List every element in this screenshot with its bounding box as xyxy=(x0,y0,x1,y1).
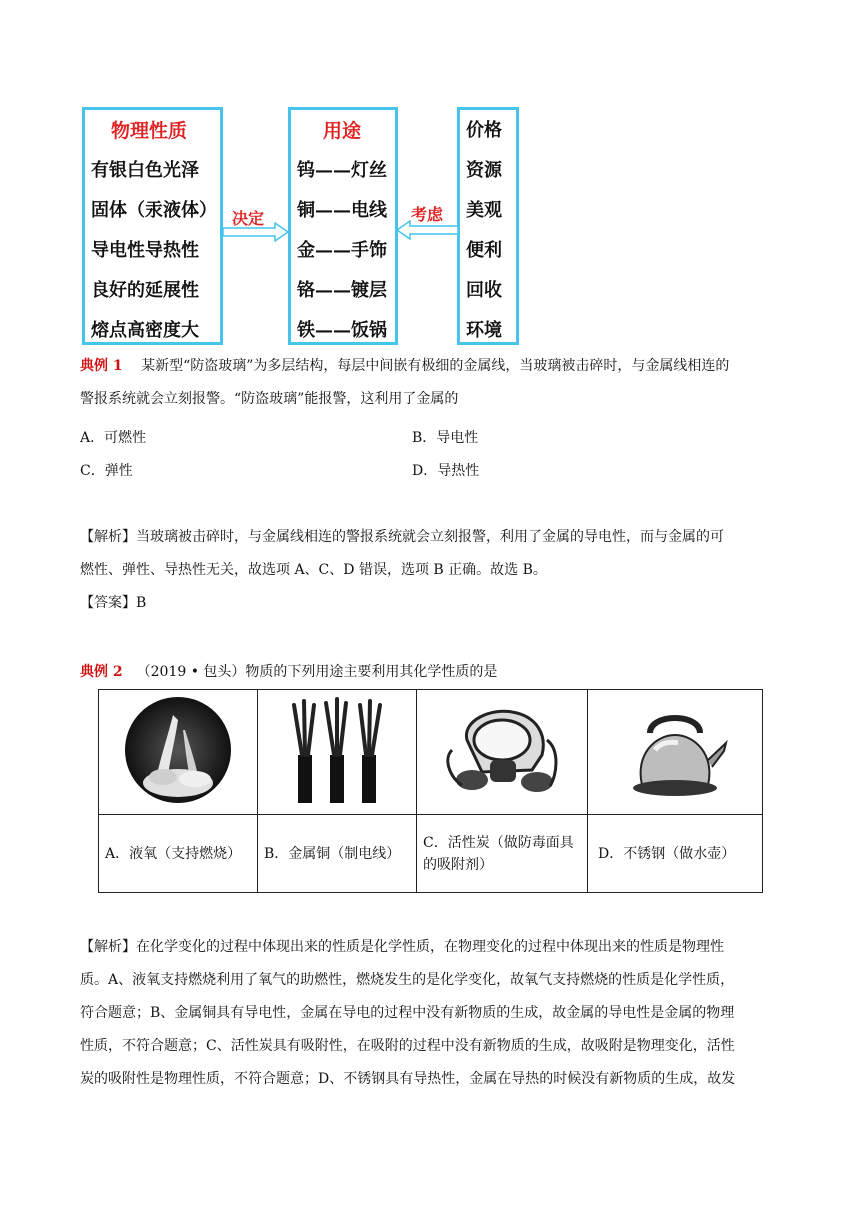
consideration-item: 美观 xyxy=(466,200,502,221)
consideration-item: 价格 xyxy=(466,120,502,141)
example1-option-c: C．弹性 xyxy=(80,463,133,479)
example2-analysis-line: 质。A、液氧支持燃烧利用了氧气的助燃性，燃烧发生的是化学变化，故氧气支持燃烧的性质是化学性质， xyxy=(80,972,735,988)
stainless-kettle-image xyxy=(620,695,730,805)
example1-question-line: 某新型“防盗玻璃”为多层结构，每层中间嵌有极细的金属线，当玻璃被击碎时，与金属线相连的 xyxy=(141,358,730,374)
physical-property-item: 有银白色光泽 xyxy=(91,160,199,181)
gas-mask-image xyxy=(442,700,562,800)
liquid-oxygen-picture-cell xyxy=(99,690,258,815)
determines-label: 决定 xyxy=(232,209,265,228)
physical-property-item: 熔点高密度大 xyxy=(91,320,199,341)
physical-properties-title: 物理性质 xyxy=(111,120,188,142)
rocket-launch-image xyxy=(123,695,233,805)
example2-options-table xyxy=(98,689,763,893)
physical-property-item: 导电性导热性 xyxy=(91,240,199,261)
example1-answer: 【答案】B xyxy=(80,595,147,611)
example1-option-a: A．可燃性 xyxy=(80,430,147,446)
example2-question xyxy=(80,656,780,689)
example2-analysis-line: 性质，不符合题意；C、活性炭具有吸附性，在吸附的过程中没有新物质的生成，故吸附是物理变化，活性 xyxy=(80,1038,735,1054)
example1-option-b: B．导电性 xyxy=(412,430,479,446)
use-item: 金——手饰 xyxy=(297,240,387,261)
physical-properties-box xyxy=(82,107,223,345)
option-d-cell: D．不锈钢（做水壶） xyxy=(588,815,763,893)
consideration-item: 环境 xyxy=(466,320,502,341)
option-c-cell: C．活性炭（做防毒面具的吸附剂） xyxy=(417,815,588,893)
copper-wire-image xyxy=(282,695,392,805)
example1-question-line: 警报系统就会立刻报警。“防盗玻璃”能报警，这利用了金属的 xyxy=(80,391,459,407)
option-b-cell: B．金属铜（制电线） xyxy=(258,815,417,893)
right-arrow-icon xyxy=(223,222,289,242)
use-item: 铜——电线 xyxy=(297,200,387,221)
uses-title: 用途 xyxy=(323,120,362,142)
considerations-box xyxy=(457,107,519,345)
example1-question xyxy=(80,350,780,416)
use-item: 铁——饭锅 xyxy=(297,320,387,341)
example1-tag: 典例 1 xyxy=(80,358,123,374)
consider-label: 考虑 xyxy=(411,205,444,224)
option-a-cell: A．液氧（支持燃烧） xyxy=(99,815,258,893)
copper-wire-picture-cell xyxy=(258,690,417,815)
example1-analysis-line: 【解析】当玻璃被击碎时，与金属线相连的警报系统就会立刻报警，利用了金属的导电性，而与金属的可 xyxy=(80,529,724,545)
uses-box xyxy=(288,107,398,345)
example1-option-d: D．导热性 xyxy=(412,463,480,479)
consideration-item: 便利 xyxy=(466,240,502,261)
gas-mask-picture-cell xyxy=(417,690,588,815)
example2-tag: 典例 2 xyxy=(80,664,123,680)
example1-analysis xyxy=(80,521,780,620)
consideration-item: 回收 xyxy=(466,280,502,301)
example2-analysis xyxy=(80,931,780,1096)
kettle-picture-cell xyxy=(588,690,763,815)
consideration-item: 资源 xyxy=(466,160,502,181)
physical-property-item: 固体（汞液体） xyxy=(91,200,217,221)
use-item: 铬——镀层 xyxy=(297,280,387,301)
physical-property-item: 良好的延展性 xyxy=(91,280,199,301)
example2-question-text: （2019 • 包头）物质的下列用途主要利用其化学性质的是 xyxy=(136,664,498,680)
example2-analysis-line: 【解析】在化学变化的过程中体现出来的性质是化学性质，在物理变化的过程中体现出来的性质是物理性 xyxy=(80,939,724,955)
use-item: 钨——灯丝 xyxy=(297,160,387,181)
example1-analysis-line: 燃性、弹性、导热性无关，故选项 A、C、D 错误，选项 B 正确。故选 B。 xyxy=(80,562,547,578)
example2-analysis-line: 炭的吸附性是物理性质，不符合题意；D、不锈钢具有导热性，金属在导热的时候没有新物质的生成，故发 xyxy=(80,1071,736,1087)
example2-analysis-line: 符合题意；B、金属铜具有导电性，金属在导电的过程中没有新物质的生成，故金属的导电性是金属的物理 xyxy=(80,1005,735,1021)
left-arrow-icon xyxy=(396,220,458,240)
